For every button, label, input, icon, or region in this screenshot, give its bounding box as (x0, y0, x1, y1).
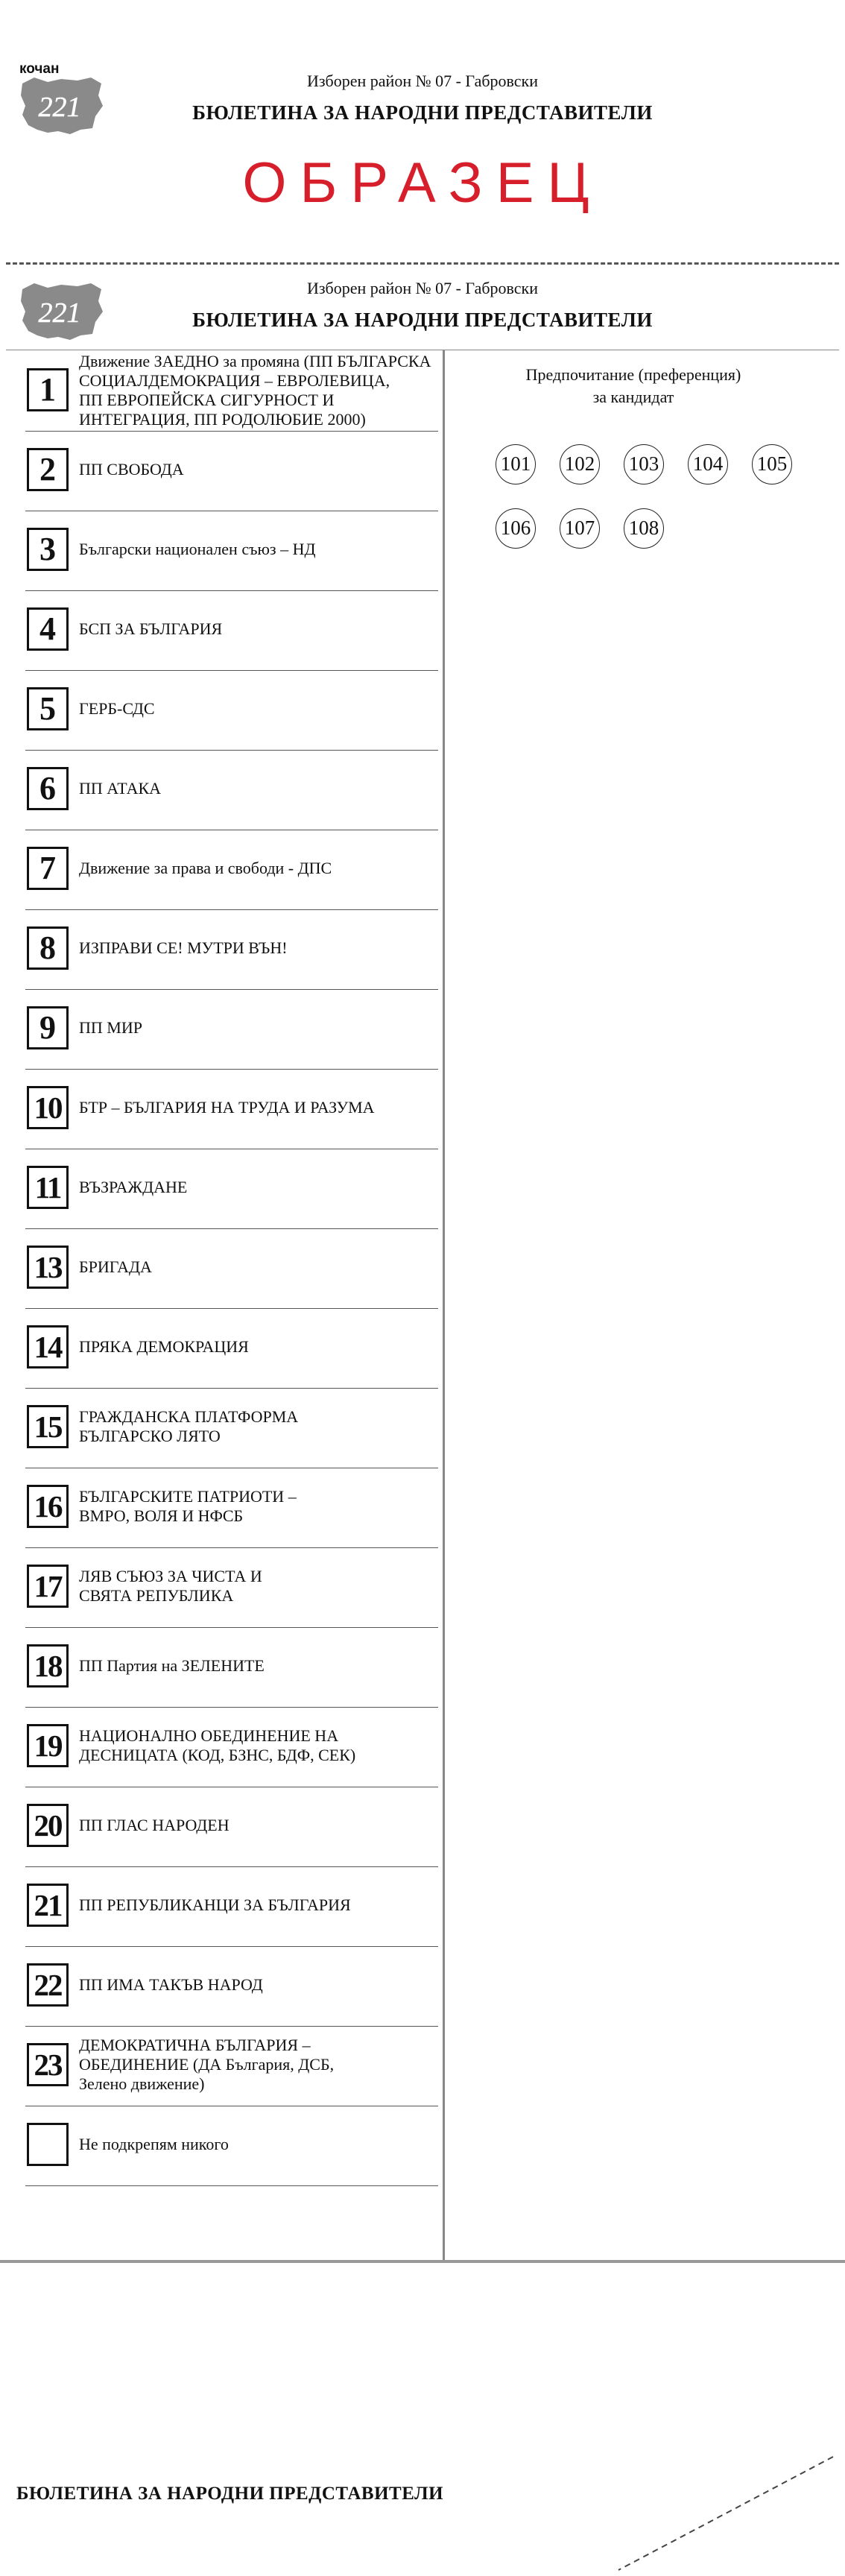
party-row[interactable] (25, 1467, 438, 1548)
stub-district: Изборен район № 07 - Габровски (306, 72, 539, 90)
party-row[interactable] (25, 430, 438, 511)
party-name-line: ПП РЕПУБЛИКАНЦИ ЗА БЪЛГАРИЯ (79, 1895, 351, 1914)
party-row[interactable] (25, 510, 438, 591)
party-name (79, 619, 444, 639)
party-number-box[interactable]: 2 (27, 448, 69, 491)
ballot-district: Изборен район № 07 - Габровски (306, 279, 539, 297)
party-name-line: ПП ИМА ТАКЪВ НАРОД (79, 1975, 263, 1994)
party-name-line: ГЕРБ-СДС (79, 699, 155, 718)
party-name-line: ПП ЕВРОПЕЙСКА СИГУРНОСТ И (79, 391, 335, 409)
sample-watermark: ОБРАЗЕЦ (242, 151, 603, 215)
party-name (79, 2036, 444, 2094)
party-number-box[interactable]: 5 (27, 687, 69, 730)
party-number-box[interactable]: 17 (27, 1565, 69, 1608)
party-name (79, 1337, 444, 1357)
party-name (79, 2135, 444, 2154)
party-name (79, 460, 444, 479)
party-name (79, 1407, 444, 1446)
party-number-box[interactable]: 1 (27, 368, 69, 411)
party-name-line: Движение за права и свободи - ДПС (79, 859, 332, 877)
party-name (79, 1726, 444, 1765)
party-name (79, 540, 444, 559)
party-row[interactable] (25, 350, 438, 432)
preference-circle[interactable]: 107 (560, 508, 600, 549)
party-name-line: ПП ГЛАС НАРОДЕН (79, 1816, 230, 1834)
party-name (79, 938, 444, 958)
party-number-box[interactable]: 15 (27, 1405, 69, 1448)
party-name-line: Зелено движение) (79, 2074, 205, 2093)
party-name-line: ИНТЕГРАЦИЯ, ПП РОДОЛЮБИЕ 2000) (79, 410, 366, 429)
party-number-box[interactable] (27, 2123, 69, 2166)
party-name (79, 1816, 444, 1835)
party-row[interactable] (25, 1307, 438, 1389)
party-name (79, 1098, 444, 1117)
party-row[interactable] (25, 1148, 438, 1229)
party-name-line: ЛЯВ СЪЮЗ ЗА ЧИСТА И (79, 1567, 262, 1585)
party-name-line: ДЕСНИЦАТА (КОД, БЗНС, БДФ, СЕК) (79, 1746, 356, 1764)
preference-title-line2: за кандидат (592, 388, 674, 406)
preference-circle[interactable]: 105 (752, 444, 792, 484)
preference-title-line1: Предпочитание (преференция) (525, 365, 741, 384)
stub-kochan-label: кочан (19, 61, 60, 77)
preference-circle[interactable]: 103 (624, 444, 664, 484)
party-name-line: ПП МИР (79, 1018, 142, 1037)
party-name-line: ПП АТАКА (79, 779, 162, 798)
party-row[interactable] (25, 749, 438, 830)
party-name-line: ИЗПРАВИ СЕ! МУТРИ ВЪН! (79, 938, 288, 957)
party-number-box[interactable]: 22 (27, 1963, 69, 2007)
party-number-box[interactable]: 11 (27, 1166, 69, 1209)
party-name-line: Български национален съюз – НД (79, 540, 316, 558)
party-row[interactable] (25, 2105, 438, 2186)
party-name-line: БСП ЗА БЪЛГАРИЯ (79, 619, 223, 638)
party-number-box[interactable]: 7 (27, 847, 69, 890)
party-row[interactable] (25, 1945, 438, 2027)
party-name (79, 859, 444, 878)
preference-circle[interactable]: 106 (496, 508, 536, 549)
party-name-line: БТР – БЪЛГАРИЯ НА ТРУДА И РАЗУМА (79, 1098, 375, 1117)
party-name (79, 1656, 444, 1676)
party-row[interactable] (25, 1866, 438, 1947)
party-row[interactable] (25, 909, 438, 990)
party-name-line: НАЦИОНАЛНО ОБЕДИНЕНИЕ НА (79, 1726, 339, 1745)
party-name-line: ПРЯКА ДЕМОКРАЦИЯ (79, 1337, 249, 1356)
party-name-line: ПП Партия на ЗЕЛЕНИТЕ (79, 1656, 265, 1675)
party-number-box[interactable]: 4 (27, 607, 69, 651)
logo-number: 221 (38, 92, 81, 123)
party-number-box[interactable]: 21 (27, 1884, 69, 1927)
party-number-box[interactable]: 10 (27, 1086, 69, 1129)
preference-circle[interactable]: 108 (624, 508, 664, 549)
party-name (79, 1178, 444, 1197)
party-number-box[interactable]: 18 (27, 1644, 69, 1688)
party-row[interactable] (25, 1387, 438, 1468)
logo-number: 221 (38, 297, 81, 329)
party-name-line: ПП СВОБОДА (79, 460, 184, 479)
party-row[interactable] (25, 669, 438, 751)
party-name (79, 1018, 444, 1038)
party-row[interactable] (25, 590, 438, 671)
party-number-box[interactable]: 9 (27, 1006, 69, 1049)
party-number-box[interactable]: 8 (27, 926, 69, 970)
stub-title: БЮЛЕТИНА ЗА НАРОДНИ ПРЕДСТАВИТЕЛИ (192, 101, 653, 124)
footer-title: БЮЛЕТИНА ЗА НАРОДНИ ПРЕДСТАВИТЕЛИ (16, 2484, 444, 2504)
party-name-line: Движение ЗАЕДНО за промяна (ПП БЪЛГАРСКА (79, 352, 431, 370)
party-number-box[interactable]: 3 (27, 528, 69, 571)
party-row[interactable] (25, 1626, 438, 1708)
preference-title (462, 364, 805, 408)
perforation-line (6, 262, 839, 265)
party-name-line: ОБЕДИНЕНИЕ (ДА България, ДСБ, (79, 2055, 335, 2074)
party-name-line: ВЪЗРАЖДАНЕ (79, 1178, 188, 1196)
preference-circle[interactable]: 102 (560, 444, 600, 484)
party-name (79, 699, 444, 719)
party-name-line: БЪЛГАРСКО ЛЯТО (79, 1427, 221, 1445)
party-name (79, 1567, 444, 1606)
party-number-box[interactable]: 16 (27, 1485, 69, 1528)
party-row[interactable] (25, 1228, 438, 1309)
party-name (79, 1975, 444, 1995)
party-row[interactable] (25, 829, 438, 910)
party-name (79, 1257, 444, 1277)
party-name-line: ВМРО, ВОЛЯ И НФСБ (79, 1506, 244, 1525)
party-name-line: СВЯТА РЕПУБЛИКА (79, 1586, 234, 1605)
party-row[interactable] (25, 1068, 438, 1149)
preference-circle[interactable]: 104 (688, 444, 728, 484)
party-name-line: ДЕМОКРАТИЧНА БЪЛГАРИЯ – (79, 2036, 311, 2054)
party-name (79, 352, 444, 429)
party-number-box[interactable]: 13 (27, 1246, 69, 1289)
party-number-box[interactable]: 14 (27, 1325, 69, 1368)
party-name-line: БЪЛГАРСКИТЕ ПАТРИОТИ – (79, 1487, 297, 1506)
preference-circle[interactable]: 101 (496, 444, 536, 484)
party-number-box[interactable]: 23 (27, 2043, 69, 2086)
party-row[interactable] (25, 1547, 438, 1628)
party-number-box[interactable]: 19 (27, 1724, 69, 1767)
party-name-line: СОЦИАЛДЕМОКРАЦИЯ – ЕВРОЛЕВИЦА, (79, 371, 390, 390)
party-name (79, 779, 444, 798)
party-row[interactable] (25, 988, 438, 1070)
party-number-box[interactable]: 6 (27, 767, 69, 810)
party-name (79, 1487, 444, 1526)
party-row[interactable] (25, 1706, 438, 1787)
party-number-box[interactable]: 20 (27, 1804, 69, 1847)
ballot-bottom-line (0, 2260, 845, 2263)
party-name-line: БРИГАДА (79, 1257, 152, 1276)
party-name-line: Не подкрепям никого (79, 2135, 229, 2153)
party-row[interactable] (25, 1786, 438, 1867)
party-name (79, 1895, 444, 1915)
ballot-title: БЮЛЕТИНА ЗА НАРОДНИ ПРЕДСТАВИТЕЛИ (192, 309, 653, 331)
party-row[interactable] (25, 2025, 438, 2106)
party-name-line: ГРАЖДАНСКА ПЛАТФОРМА (79, 1407, 299, 1426)
